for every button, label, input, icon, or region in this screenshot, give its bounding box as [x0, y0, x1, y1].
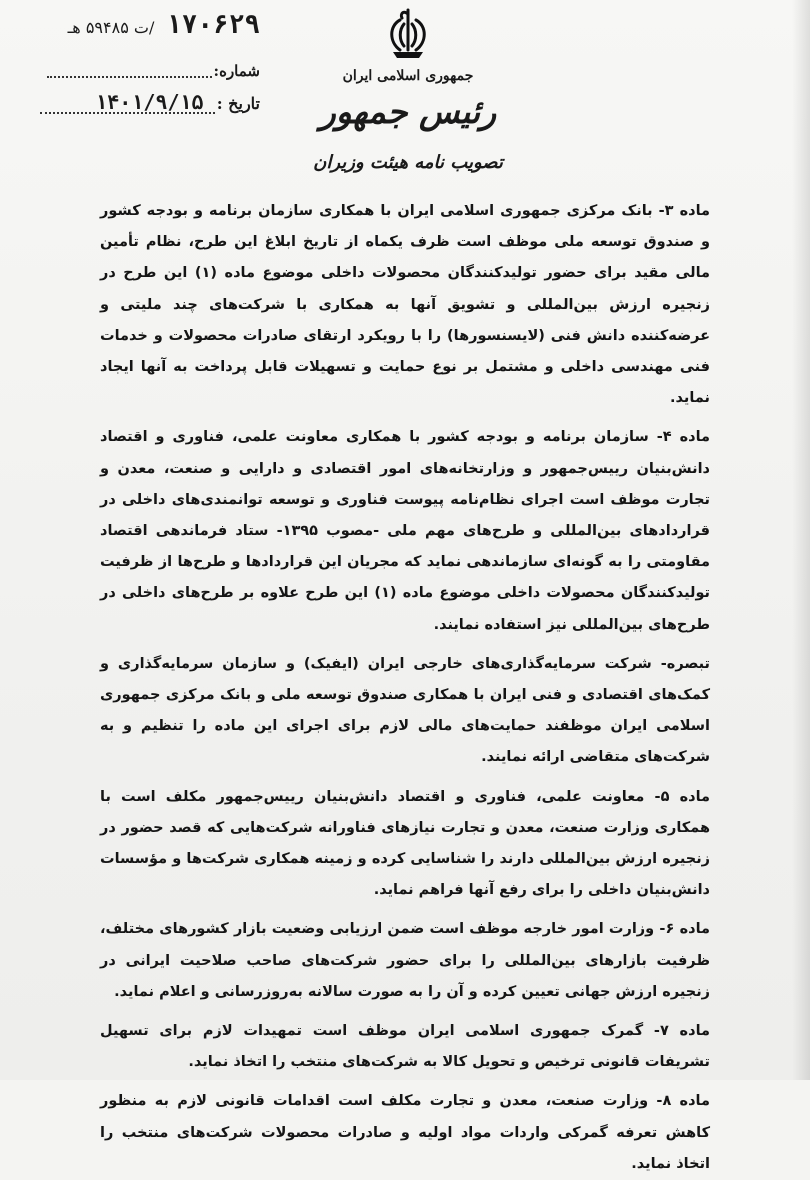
handwritten-reference-number: ۱۷۰۶۲۹ [166, 10, 260, 40]
article-3: ماده ۳- بانک مرکزی جمهوری اسلامی ایران با همکاری سازمان برنامه و بودجه کشور و صندوق توسعه ملی موظف است ظرف یکماه از تاریخ ابلاغ این طرح، نظام تأمین مالی مقید برای حضور تولیدکنندگان محصولات داخلی موضوع ماده (۱) این طرح در زنجیره ارزش بین‌المللی و تشویق آنها به همکاری با شرکت‌های چند ملیتی و عرضه‌کننده دانش فنی (لایسنسورها) را با رویکرد ارتقای صادرات محصولات و خدمات فنی مهندسی داخلی و مشتمل بر نوع حمایت و تسهیلات قابل پرداخت به آنها ایجاد نماید. [100, 203, 710, 407]
national-emblem-icon [383, 6, 433, 62]
article-5: ماده ۵- معاونت علمی، فناوری و اقتصاد دانش‌بنیان رییس‌جمهور مکلف است با همکاری وزارت صنعت، معدن و تجارت نیازهای فناورانه شرکت‌هایی که قصد حضور در زنجیره ارزش بین‌المللی دارند را شناسایی کرده و زمینه همکاری شرکت‌ها و مؤسسات دانش‌بنیان داخلی را برای رفع آنها فراهم نماید. [100, 788, 710, 899]
country-name: جمهوری اسلامی ایران [342, 68, 474, 84]
printed-reference-code: /ت ۵۹۴۸۵ هـ [67, 18, 155, 37]
article-7: ماده ۷- گمرک جمهوری اسلامی ایران موظف است تمهیدات لازم برای تسهیل تشریفات قانونی ترخیص و تحویل کالا به شرکت‌های منتخب را اتخاذ نماید. [100, 1023, 710, 1071]
date-label: تاریخ : [216, 94, 260, 113]
reference-block [30, 10, 260, 120]
number-label: شماره: [213, 62, 260, 80]
reference-number [68, 10, 260, 40]
document-body [100, 196, 710, 1180]
article-8: ماده ۸- وزارت صنعت، معدن و تجارت مکلف است اقدامات قانونی لازم به منظور کاهش تعرفه گمرکی واردات مواد اولیه و صادرات محصولات شرکت‌های منتخب را اتخاذ نماید. [100, 1093, 710, 1172]
article-6: ماده ۶- وزارت امور خارجه موظف است ضمن ارزیابی وضعیت بازار کشورهای مختلف، ظرفیت بازارهای بین‌المللی را برای حضور شرکت‌های صاحب صلاحیت ایرانی در زنجیره ارزش جهانی تعیین کرده و آن را به صورت سالانه به‌روزرسانی و اعلام نماید. [100, 921, 710, 1000]
article-4-note: تبصره- شرکت سرمایه‌گذاری‌های خارجی ایران (ایفیک) و سازمان سرمایه‌گذاری و کمک‌های اقتصادی و فنی ایران با همکاری صندوق توسعه ملی و بانک مرکزی جمهوری اسلامی ایران موظفند حمایت‌های مالی لازم برای اجرای این ماده را تنظیم و به شرکت‌های متقاضی ارائه نمایند. [100, 655, 710, 766]
office-title: رئیس جمهور [319, 92, 497, 131]
date-dotted-line [40, 112, 215, 114]
date-row [95, 90, 260, 114]
article-4: ماده ۴- سازمان برنامه و بودجه کشور با همکاری معاونت علمی، فناوری و اقتصاد دانش‌بنیان رییس‌جمهور و وزارتخانه‌های امور اقتصادی و دارایی و صنعت، معدن و تجارت موظف است اجرای نظام‌نامه پیوست فناوری و توسعه توانمندی‌های داخلی در قراردادهای بین‌المللی و طرح‌های مهم ملی -مصوب ۱۳۹۵- ستاد فرماندهی اقتصاد مقاومتی را به گونه‌ای سازماندهی نماید که مجریان این قراردادها و طرح‌ها از ظرفیت تولیدکنندگان محصولات داخلی موضوع ماده (۱) این طرح علاوه بر طرح‌های داخلی در طرح‌های بین‌المللی نیز استفاده نمایند. [100, 429, 710, 633]
page-edge-shadow [792, 0, 810, 1080]
document-subtitle: تصویب نامه هیئت وزیران [313, 152, 503, 173]
number-dotted-line [47, 76, 212, 78]
handwritten-date: ۱۴۰۱/۹/۱۵ [95, 90, 204, 114]
